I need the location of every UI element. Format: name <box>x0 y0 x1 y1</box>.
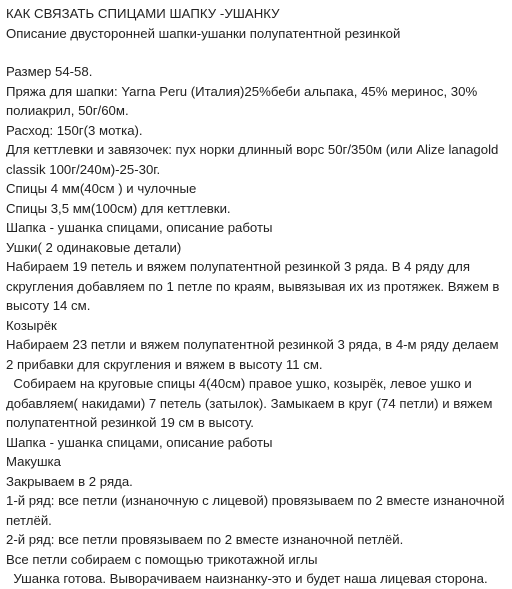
section-heading: Шапка - ушанка спицами, описание работы <box>6 220 273 235</box>
gather-stitches-line: Все петли собираем с помощью трикотажной иглы <box>6 551 318 567</box>
section-heading-2: Шапка - ушанка спицами, описание работы <box>6 434 273 450</box>
document-title: КАК СВЯЗАТЬ СПИЦАМИ ШАПКУ -УШАНКУ <box>6 6 280 21</box>
row-1-instructions: 1-й ряд: все петли (изнаночную с лицевой) провязываем по 2 вместе изнаночной петлёй. <box>6 493 505 528</box>
document-subtitle: Описание двусторонней шапки-ушанки полупатентной резинкой <box>6 25 401 41</box>
earflaps-instructions: Набираем 19 петель и вяжем полупатентной резинкой 3 ряда. В 4 ряду для скругления добавляем по 1 петле по краям, вывязывая их из протяжек. Вяжем в высоту 14 см. <box>6 259 500 313</box>
needles-kettle-line: Спицы 3,5 мм(100см) для кеттлевки. <box>6 200 231 216</box>
crown-heading: Макушка <box>6 454 61 469</box>
earflaps-heading: Ушки( 2 одинаковые детали) <box>6 239 182 255</box>
blank-line <box>6 43 512 62</box>
needles-line: Спицы 4 мм(40см ) и чулочные <box>6 181 197 196</box>
visor-heading: Козырёк <box>6 317 57 333</box>
yarn-line: Пряжа для шапки: Yarna Peru (Италия)25%беби альпака, 45% меринос, 30% полиакрил, 50г/60м. <box>6 83 478 118</box>
size-line: Размер 54-58. <box>6 64 93 79</box>
bind-off-line: Закрываем в 2 ряда. <box>6 473 133 489</box>
row-2-instructions: 2-й ряд: все петли провязываем по 2 вместе изнаночной петлёй. <box>6 532 404 547</box>
kettle-yarn-line: Для кеттлевки и завязочек: пух норки длинный ворс 50г/350м (или Alize lanagold classik 100г/240м)-25-30г. <box>6 142 499 177</box>
consumption-line: Расход: 150г(3 мотка). <box>6 122 143 138</box>
visor-instructions: Набираем 23 петли и вяжем полупатентной резинкой 3 ряда, в 4-м ряду делаем 2 прибавки для скругления и вяжем в высоту 11 см. <box>6 337 503 372</box>
finish-line: Ушанка готова. Выворачиваем наизнанку-это и будет наша лицевая сторона. <box>6 571 488 586</box>
assembly-instructions: Собираем на круговые спицы 4(40см) правое ушко, козырёк, левое ушко и добавляем( накидами) 7 петель (затылок). Замыкаем в круг (74 петли) и вяжем полупатентной резинкой 19 см в высоту. <box>6 376 497 430</box>
